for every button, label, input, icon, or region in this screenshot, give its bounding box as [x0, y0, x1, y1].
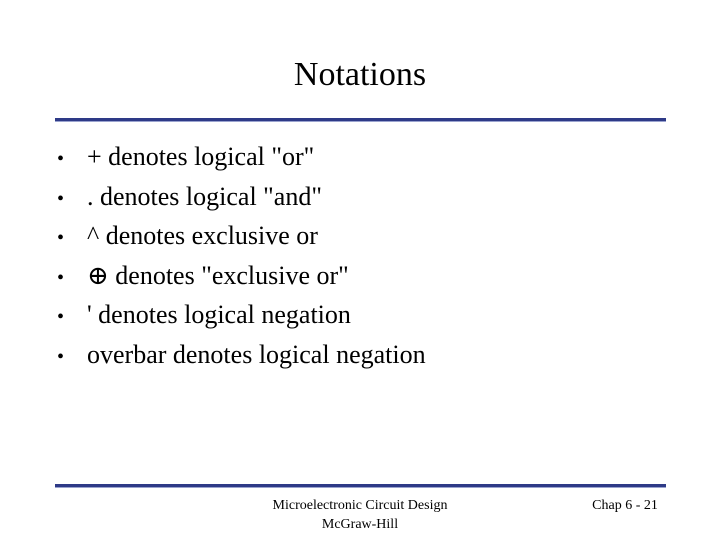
bullet-text: overbar denotes logical negation: [87, 339, 426, 369]
bullet-item: [57, 335, 426, 375]
footer-course-title: Microelectronic Circuit Design: [272, 498, 448, 513]
bullet-dot: •: [57, 148, 65, 170]
top-divider: [55, 118, 666, 121]
slide-title: [0, 55, 720, 95]
bullet-item: [57, 216, 426, 256]
bottom-divider: [55, 484, 666, 487]
footer-publisher: McGraw-Hill: [321, 517, 399, 532]
bullet-dot: •: [57, 306, 65, 328]
bullet-text: ' denotes logical negation: [87, 300, 351, 329]
bullet-dot: •: [57, 227, 65, 249]
bullet-text: . denotes logical "and": [87, 181, 322, 211]
bullet-item: [57, 137, 426, 177]
bullet-text: + denotes logical "or": [87, 142, 315, 171]
bullet-dot: •: [57, 266, 65, 289]
footer-page-label: Chap 6 - 21: [592, 498, 658, 513]
bullet-text: ^ denotes exclusive or: [87, 221, 318, 250]
bullet-list: [57, 137, 426, 374]
bullet-item: [57, 256, 426, 296]
bullet-item: [57, 177, 426, 217]
bullet-dot: •: [57, 345, 65, 368]
slide-title-text: Notations: [293, 56, 427, 93]
bullet-item: [57, 295, 426, 335]
bullet-text: ⊕ denotes "exclusive or": [87, 260, 349, 290]
footer-course-info: [230, 496, 490, 534]
bullet-dot: •: [57, 187, 65, 210]
